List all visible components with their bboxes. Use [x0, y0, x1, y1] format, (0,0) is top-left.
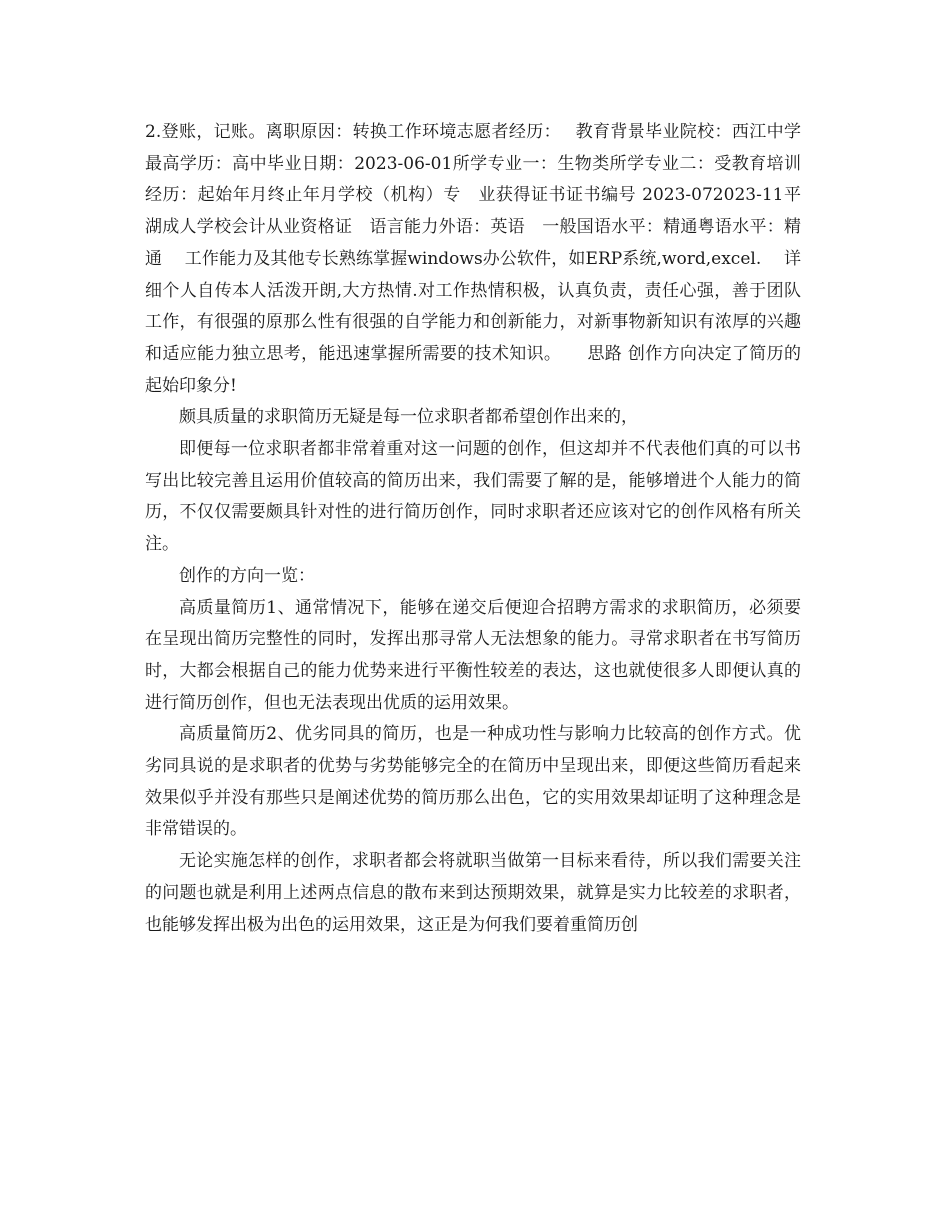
- paragraph-direction-overview: 创作的方向一览：: [179, 565, 315, 586]
- paragraph-resume-creation: 即便每一位求职者都非常着重对这一问题的创作，但这却并不代表他们真的可以书写出比较完善且运用价值较高的简历出来，我们需要了解的是，能够增进个人能力的简历，不仅仅需要颇具针对性的进行简历创作，同时求职者还应该对它的创作风格有所关注。: [145, 439, 801, 555]
- paragraph-quality-resume: 颇具质量的求职简历无疑是每一位求职者都希望创作出来的，: [179, 407, 638, 428]
- paragraph-conclusion: 无论实施怎样的创作，求职者都会将就职当做第一目标来看待，所以我们需要关注的问题也就是利用上述两点信息的散布来到达预期效果，就算是实力比较差的求职者，也能够发挥出极为出色的运用效果，这正是为何我们要着重简历创: [145, 851, 801, 935]
- paragraph-quality-resume-2: 高质量简历2、优劣同具的简历，也是一种成功性与影响力比较高的创作方式。优劣同具说的是求职者的优势与劣势能够完全的在简历中呈现出来，即便这些简历看起来效果似乎并没有那些只是阐述优势的简历那么出色，它的实用效果却证明了这种理念是非常错误的。: [145, 724, 801, 840]
- paragraph-quality-resume-1: 高质量简历1、通常情况下，能够在递交后便迎合招聘方需求的求职简历，必须要在呈现出简历完整性的同时，发挥出那寻常人无法想象的能力。寻常求职者在书写简历时，大都会根据自己的能力优势来进行平衡性较差的表达，这也就使很多人即便认真的进行简历创作，但也无法表现出优质的运用效果。: [145, 597, 801, 713]
- paragraph-resume-details: 2.登账，记账。离职原因：转换工作环境志愿者经历： 教育背景毕业院校：西江中学最高学历：高中毕业日期：2023-06-01所学专业一：生物类所学专业二：受教育培训经历：起始年月终止年月学校（机构）专 业获得证书证书编号 2023-072023-11平湖成人学校会计从业资格证 语言能力外语：英语 一般国语水平：精通粤语水平：精通 工作能力及其他专长熟练掌握windows办公软件，如ERP系统,word,excel. 详细个人自传本人活泼开朗,大方热情.对工作热情积极，认真负责，责任心强，善于团队工作，有很强的原那么性有很强的自学能力和创新能力，对新事物新知识有浓厚的兴趣和适应能力独立思考，能迅速掌握所需要的技术知识。 思路 创作方向决定了简历的起始印象分!: [145, 122, 801, 396]
- document-body: [145, 117, 801, 941]
